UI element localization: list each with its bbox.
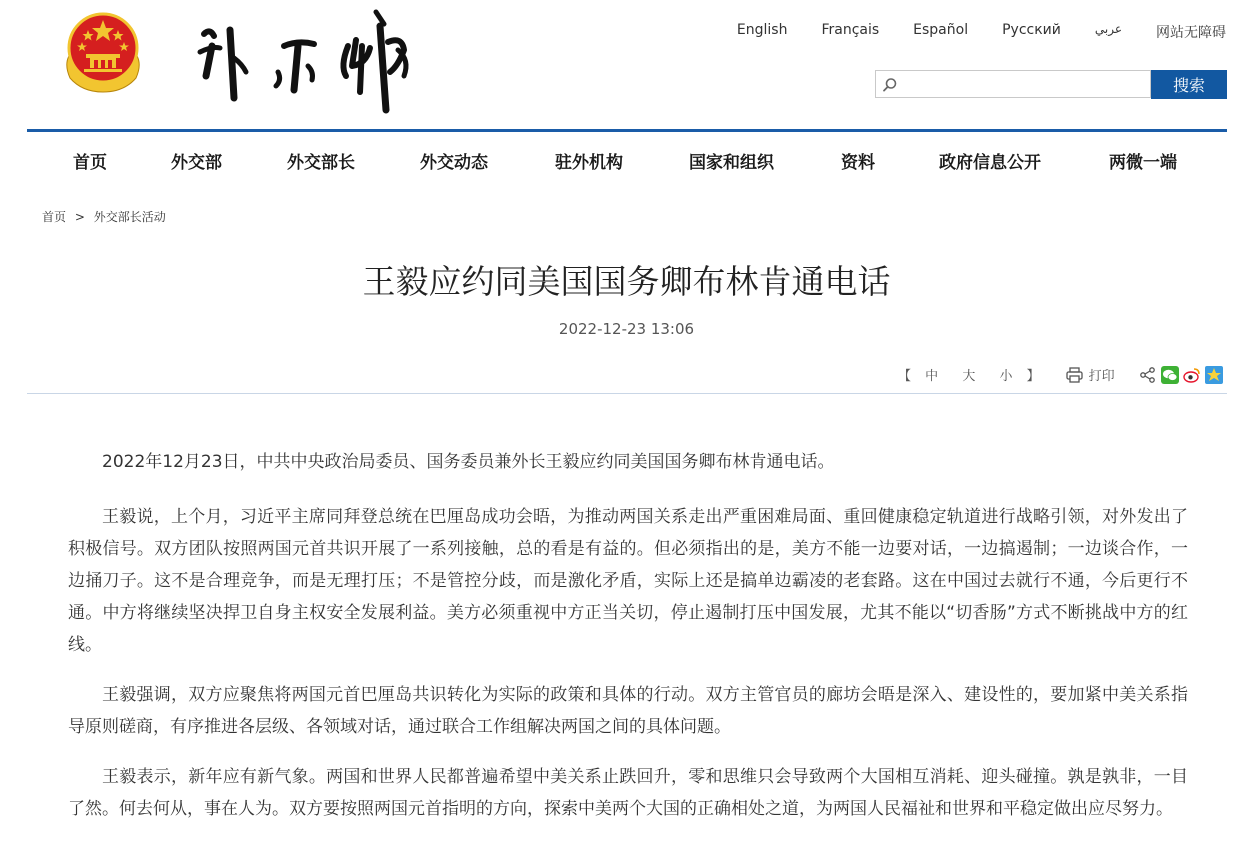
wechat-icon[interactable] — [1161, 366, 1179, 384]
search-icon — [882, 77, 898, 93]
breadcrumb — [42, 208, 166, 225]
article-date: 2022-12-23 13:06 — [558, 320, 695, 338]
font-size-bracket-close: 】 — [1026, 369, 1040, 384]
article-tools — [898, 365, 1223, 384]
nav-item-ministry[interactable]: 外交部 — [171, 153, 222, 173]
nav-item-government-info[interactable]: 政府信息公开 — [939, 153, 1041, 173]
breadcrumb-home-link[interactable]: 首页 — [42, 210, 67, 224]
font-size-control — [898, 365, 1040, 384]
lang-russian-link[interactable]: Русский — [1002, 22, 1061, 38]
nav-item-resources[interactable]: 资料 — [841, 153, 875, 173]
font-size-large-button[interactable]: 中 — [925, 369, 939, 384]
main-nav — [27, 132, 1227, 184]
article-paragraph: 王毅强调，双方应聚焦将两国元首巴厘岛共识转化为实际的政策和具体的行动。双方主管官员的廊坊会晤是深入、建设性的，要加紧中美关系指导原则磋商，有序推进各层级、各领域对话，通过联合工作组解决两国之间的具体问题。 — [68, 685, 1188, 737]
ministry-calligraphy-logo[interactable] — [190, 6, 420, 114]
print-button[interactable] — [1066, 365, 1115, 384]
search-box — [875, 70, 1151, 98]
nav-item-countries-organizations[interactable]: 国家和组织 — [689, 153, 774, 173]
article-paragraph: 2022年12月23日，中共中央政治局委员、国务委员兼外长王毅应约同美国国务卿布林肯通电话。 — [102, 452, 835, 472]
nav-item-minister[interactable]: 外交部长 — [287, 153, 355, 173]
article-paragraph: 王毅说，上个月，习近平主席同拜登总统在巴厘岛成功会晤，为推动两国关系走出严重困难局面、重回健康稳定轨道进行战略引领，对外发出了积极信号。双方团队按照两国元首共识开展了一系列接触，总的看是有益的。但必须指出的是，美方不能一边要对话，一边搞遏制；一边谈合作，一边捅刀子。这不是合理竞争，而是无理打压；不是管控分歧，而是激化矛盾，实际上还是搞单边霸凌的老套路。这在中国过去就行不通，今后更行不通。中方将继续坚决捍卫自身主权安全发展利益。美方必须重视中方正当关切，停止遏制打压中国发展，尤其不能以“切香肠”方式不断挑战中方的红线。 — [68, 507, 1188, 655]
share-bar — [1139, 366, 1223, 384]
printer-icon — [1066, 367, 1083, 383]
article-title: 王毅应约同美国国务卿布林肯通电话 — [362, 262, 891, 301]
accessibility-link[interactable]: 网站无障碍 — [1156, 25, 1226, 41]
print-label: 打印 — [1088, 369, 1115, 384]
search-input[interactable] — [902, 73, 1146, 97]
breadcrumb-current-link[interactable]: 外交部长活动 — [93, 210, 166, 224]
lang-spanish-link[interactable]: Español — [913, 22, 969, 38]
lang-arabic-link[interactable]: عربي — [1094, 22, 1122, 36]
language-bar — [737, 22, 1226, 42]
national-emblem-logo[interactable] — [60, 6, 146, 96]
font-size-bracket-open: 【 — [898, 369, 912, 384]
qzone-icon[interactable] — [1205, 366, 1223, 384]
article-body — [68, 446, 1188, 843]
nav-item-home[interactable]: 首页 — [73, 153, 107, 173]
breadcrumb-separator: > — [74, 210, 85, 224]
share-icon[interactable] — [1139, 367, 1157, 383]
font-size-medium-button[interactable]: 大 — [962, 369, 976, 384]
nav-item-mobile-platforms[interactable]: 两微一端 — [1109, 153, 1177, 173]
lang-french-link[interactable]: Français — [821, 22, 880, 38]
article-paragraph: 王毅表示，新年应有新气象。两国和世界人民都普遍希望中美关系止跌回升，零和思维只会导致两个大国相互消耗、迎头碰撞。孰是孰非，一目了然。何去何从，事在人为。双方要按照两国元首指明的方向，探索中美两个大国的正确相处之道，为两国人民福祉和世界和平稳定做出应尽努力。 — [68, 767, 1188, 819]
nav-item-diplomatic-news[interactable]: 外交动态 — [420, 153, 488, 173]
font-size-small-button[interactable]: 小 — [999, 369, 1013, 384]
nav-item-missions-overseas[interactable]: 驻外机构 — [555, 153, 623, 173]
weibo-icon[interactable] — [1183, 366, 1201, 384]
content-divider — [27, 393, 1227, 394]
search-button[interactable]: 搜索 — [1151, 70, 1227, 99]
lang-english-link[interactable]: English — [736, 22, 788, 38]
